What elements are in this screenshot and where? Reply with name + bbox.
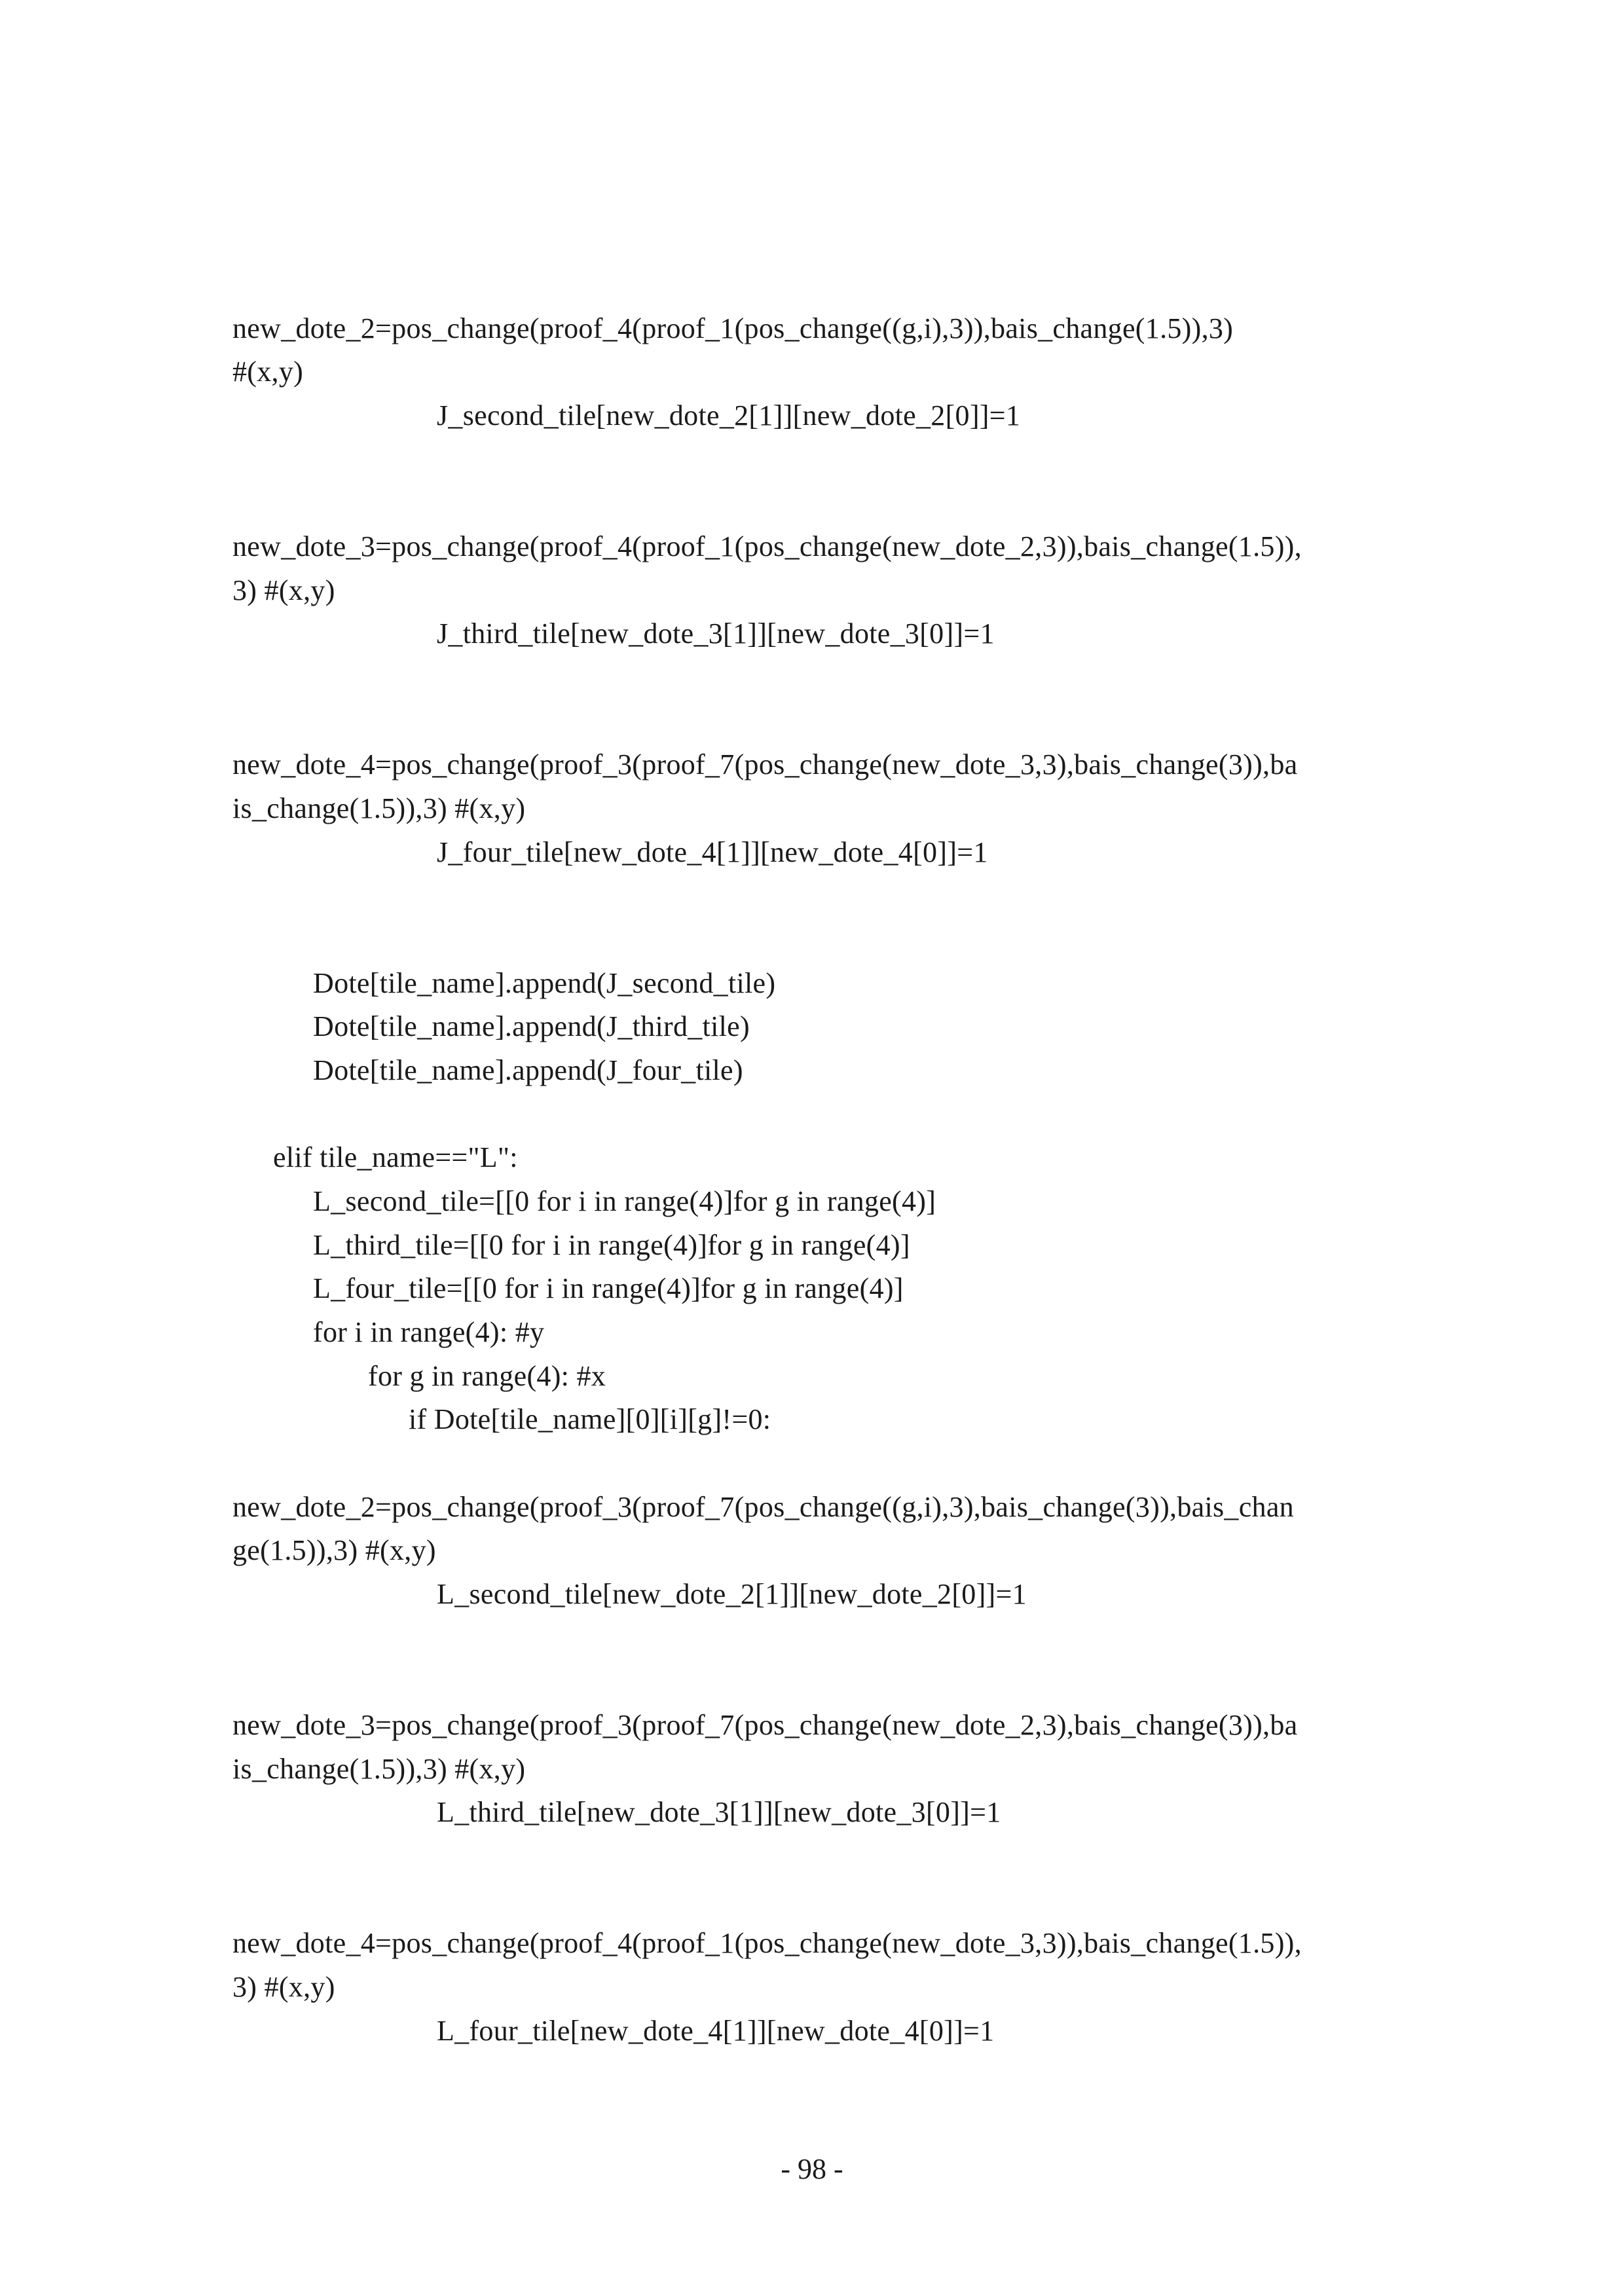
code-line: Dote[tile_name].append(J_third_tile) [313, 1010, 750, 1042]
code-line: 3) #(x,y) [232, 574, 335, 606]
code-line: L_second_tile[new_dote_2[1]][new_dote_2[0]]=1 [437, 1578, 1027, 1610]
code-line: L_four_tile=[[0 for i in range(4)]for g in range(4)] [313, 1272, 904, 1304]
code-line: #(x,y) [232, 356, 304, 388]
page-number: - 98 - [781, 2153, 843, 2185]
code-line: new_dote_4=pos_change(proof_3(proof_7(pos_change(new_dote_3,3),bais_change(3)),ba [232, 748, 1298, 780]
code-line: new_dote_3=pos_change(proof_4(proof_1(pos_change(new_dote_2,3)),bais_change(1.5)), [232, 530, 1302, 562]
code-line: J_four_tile[new_dote_4[1]][new_dote_4[0]]=1 [437, 836, 988, 868]
code-line: new_dote_2=pos_change(proof_3(proof_7(pos_change((g,i),3),bais_change(3)),bais_chan [232, 1491, 1294, 1523]
code-line: 3) #(x,y) [232, 1971, 335, 2003]
code-line: new_dote_3=pos_change(proof_3(proof_7(pos_change(new_dote_2,3),bais_change(3)),ba [232, 1709, 1298, 1741]
code-line: L_third_tile[new_dote_3[1]][new_dote_3[0]]=1 [437, 1796, 1001, 1828]
code-line: L_four_tile[new_dote_4[1]][new_dote_4[0]]=1 [437, 2015, 995, 2047]
code-line: ge(1.5)),3) #(x,y) [232, 1534, 436, 1566]
code-line: is_change(1.5)),3) #(x,y) [232, 1753, 526, 1785]
code-line: J_third_tile[new_dote_3[1]][new_dote_3[0]]=1 [437, 617, 995, 650]
code-line: if Dote[tile_name][0][i][g]!=0: [409, 1403, 771, 1435]
code-line: Dote[tile_name].append(J_four_tile) [313, 1054, 743, 1086]
code-line: elif tile_name=="L": [273, 1141, 518, 1173]
code-line: new_dote_2=pos_change(proof_4(proof_1(pos_change((g,i),3)),bais_change(1.5)),3) [232, 312, 1234, 344]
code-line: L_third_tile=[[0 for i in range(4)]for g in range(4)] [313, 1229, 910, 1261]
code-line: is_change(1.5)),3) #(x,y) [232, 792, 526, 824]
code-line: for i in range(4): #y [313, 1316, 545, 1348]
code-line: Dote[tile_name].append(J_second_tile) [313, 967, 776, 999]
code-line: J_second_tile[new_dote_2[1]][new_dote_2[0]]=1 [437, 399, 1021, 431]
code-line: for g in range(4): #x [368, 1360, 606, 1392]
code-line: new_dote_4=pos_change(proof_4(proof_1(pos_change(new_dote_3,3)),bais_change(1.5)), [232, 1927, 1302, 1959]
code-line: L_second_tile=[[0 for i in range(4)]for g in range(4)] [313, 1185, 936, 1217]
